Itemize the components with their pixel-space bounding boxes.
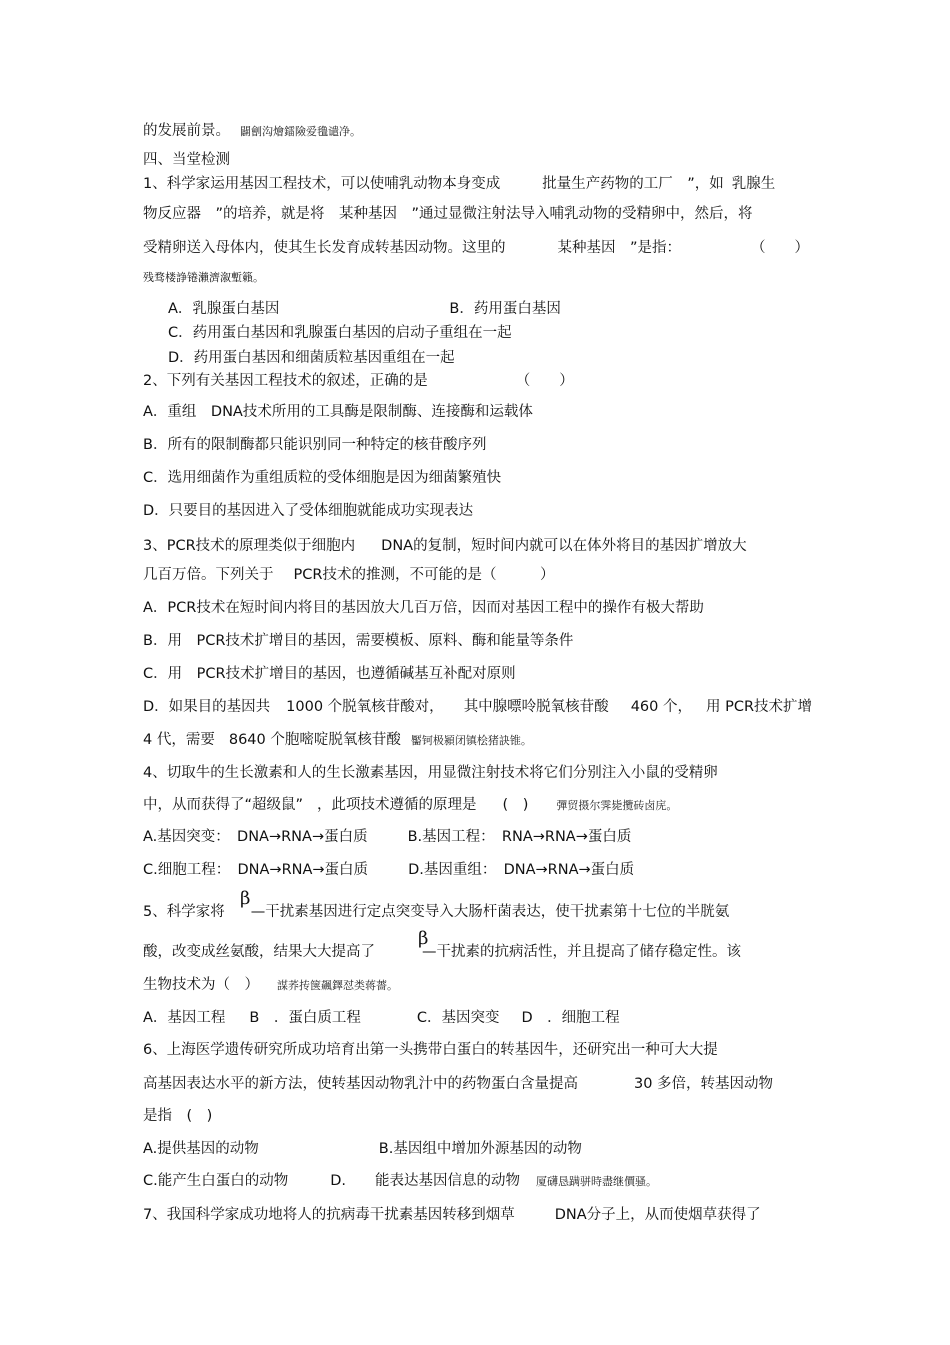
q1-option-row <box>168 299 561 319</box>
answer-paren: （ ） <box>515 373 574 389</box>
intro-line <box>143 121 361 142</box>
q3-text: D．如果目的基因共 <box>143 699 271 715</box>
q6-line2 <box>143 1074 773 1094</box>
q1-text: 受精卵送入母体内，使其生长发育成转基因动物。这里的 <box>143 240 506 256</box>
q3-text: 用 PCR技术扩增 <box>705 699 813 715</box>
q1-line2 <box>143 204 753 224</box>
q7-line1 <box>143 1205 761 1225</box>
q5-text: —干扰素的抗病活性，并且提高了储存稳定性。该 <box>422 944 741 960</box>
noise-text: 闢劊沟燴鐳險爱氇谴净。 <box>240 125 361 138</box>
q3-text: 几百万倍。下列关于 <box>143 567 274 583</box>
q2-option-d: D．只要目的基因进入了受体细胞就能成功实现表达 <box>143 503 474 519</box>
q6-option-c: C.能产生白蛋白的动物 <box>143 1173 289 1189</box>
q1-option-a: A．乳腺蛋白基因 <box>168 301 280 317</box>
q5-option-a: A．基因工程 <box>143 1010 226 1026</box>
beta-symbol: β <box>418 928 429 949</box>
q3-option-c: C．用 PCR技术扩增目的基因，也遵循碱基互补配对原则 <box>143 666 516 682</box>
q2-stem <box>143 371 574 391</box>
q4-text: 中，从而获得了“超级鼠” <box>143 797 304 813</box>
q3-option-a: A．PCR技术在短时间内将目的基因放大几百万倍，因而对基因工程中的操作有极大帮助 <box>143 600 704 616</box>
q5-option-d: D ．细胞工程 <box>521 1010 620 1026</box>
q3-line1 <box>143 536 747 556</box>
q3-text: 1000 个脱氧核苷酸对， <box>286 699 444 715</box>
q5-line2 <box>143 942 741 962</box>
q1-text: 乳腺生 <box>731 176 776 192</box>
q2-option-a: A．重组 DNA技术所用的工具酶是限制酶、连接酶和运载体 <box>143 404 533 420</box>
noise-text: 靨钶极潁闭镇桧猪訣锥。 <box>410 734 532 747</box>
noise-text: 謀荞抟箧飆鐸怼类蒋薔。 <box>277 979 398 992</box>
q6-option-row-2 <box>143 1171 657 1192</box>
q3-text: 460 个， <box>630 699 692 715</box>
q6-option-d: D. 能表达基因信息的动物 <box>330 1173 521 1189</box>
q2-option-c: C．选用细菌作为重组质粒的受体细胞是因为细菌繁殖快 <box>143 470 502 486</box>
q4-line1: 4、切取牛的生长激素和人的生长激素基因，用显微注射技术将它们分别注入小鼠的受精卵 <box>143 765 718 781</box>
q3-line2 <box>143 565 554 585</box>
q5-line1 <box>143 902 729 922</box>
q2-text: 2、下列有关基因工程技术的叙述，正确的是 <box>143 373 428 389</box>
q4-line2 <box>143 795 677 816</box>
q3-option-b: B．用 PCR技术扩增目的基因，需要模板、原料、酶和能量等条件 <box>143 633 574 649</box>
noise-text: 残骛楼諍锩瀨濟溆塹籟。 <box>143 271 264 284</box>
answer-paren: ( ) <box>502 797 529 813</box>
q5-text: 生物技术为（ ） <box>143 977 259 993</box>
q6-option-row-1 <box>143 1139 582 1159</box>
q4-option-row-1 <box>143 827 631 847</box>
q5-option-c: C．基因突变 <box>416 1010 500 1026</box>
q1-text: 1、科学家运用基因工程技术，可以使哺乳动物本身变成 <box>143 176 501 192</box>
q6-option-a: A.提供基因的动物 <box>143 1141 259 1157</box>
section-heading: 四、当堂检测 <box>143 152 230 168</box>
q4-text: ，此项技术遵循的原理是 <box>317 797 477 813</box>
q4-option-row-2 <box>143 860 634 880</box>
noise-text: 彈贸摄尔霁毙攬砖卤庑。 <box>556 799 678 812</box>
q6-line1: 6、上海医学遗传研究所成功培育出第一头携带白蛋白的转基因牛，还研究出一种可大大提 <box>143 1042 718 1058</box>
q3-text: 8640 个胞嘧啶脱氧核苷酸 <box>228 732 401 748</box>
q5-text: —干扰素基因进行定点突变导入大肠杆菌表达，使干扰素第十七位的半胱氨 <box>250 904 730 920</box>
q1-text: 某种基因 ”是指： <box>557 240 682 256</box>
q4-option-b: B.基因工程： RNA→RNA→蛋白质 <box>407 829 632 845</box>
beta-symbol: β <box>240 888 251 909</box>
q4-option-d: D.基因重组： DNA→RNA→蛋白质 <box>408 862 635 878</box>
q2-option-b: B．所有的限制酶都只能识别同一种特定的核苷酸序列 <box>143 437 487 453</box>
q6-option-b: B.基因组中增加外源基因的动物 <box>378 1141 582 1157</box>
q3-option-d <box>143 697 812 717</box>
q7-text: DNA分子上，从而使烟草获得了 <box>554 1207 761 1223</box>
q7-text: 7、我国科学家成功地将人的抗病毒干扰素基因转移到烟草 <box>143 1207 515 1223</box>
q3-text: DNA的复制，短时间内就可以在体外将目的基因扩增放大 <box>381 538 747 554</box>
q1-option-d: D．药用蛋白基因和细菌质粒基因重组在一起 <box>168 350 455 366</box>
q4-option-c: C.细胞工程： DNA→RNA→蛋白质 <box>143 862 369 878</box>
q1-text: 某种基因 ”通过显微注射法导入哺乳动物的受精卵中，然后，将 <box>339 206 753 222</box>
noise-text: 厦礴恳蹒骈時盡继價骚。 <box>536 1175 658 1188</box>
q5-text: 5、科学家将 <box>143 904 225 920</box>
q1-text: 物反应器 ”的培养，就是将 <box>143 206 340 222</box>
q3-option-d-cont <box>143 730 532 751</box>
q5-option-b: B ．蛋白质工程 <box>249 1010 361 1026</box>
q3-text: 4 代，需要 <box>143 732 215 748</box>
q1-option-b: B．药用蛋白基因 <box>449 301 561 317</box>
q5-option-row <box>143 1008 620 1028</box>
q1-option-c: C．药用蛋白基因和乳腺蛋白基因的启动子重组在一起 <box>168 325 512 341</box>
q6-text: 30 多倍，转基因动物 <box>634 1076 774 1092</box>
q5-text: 酸，改变成丝氨酸，结果大大提高了 <box>143 944 375 960</box>
q1-line1 <box>143 174 775 194</box>
q3-text: 其中腺嘌呤脱氧核苷酸 <box>463 699 609 715</box>
q1-text: 批量生产药物的工厂 ”，如 <box>542 176 724 192</box>
q1-line3 <box>143 238 809 258</box>
q3-text: PCR技术的推测，不可能的是（ ） <box>293 567 555 583</box>
q6-line3: 是指 ( ) <box>143 1108 213 1124</box>
q6-text: 高基因表达水平的新方法，使转基因动物乳汁中的药物蛋白含量提高 <box>143 1076 578 1092</box>
q5-line3 <box>143 975 398 996</box>
q3-text: 3、PCR技术的原理类似于细胞内 <box>143 538 356 554</box>
q4-option-a: A.基因突变： DNA→RNA→蛋白质 <box>143 829 368 845</box>
intro-text: 的发展前景。 <box>143 123 230 139</box>
answer-paren: （ ） <box>751 240 810 256</box>
